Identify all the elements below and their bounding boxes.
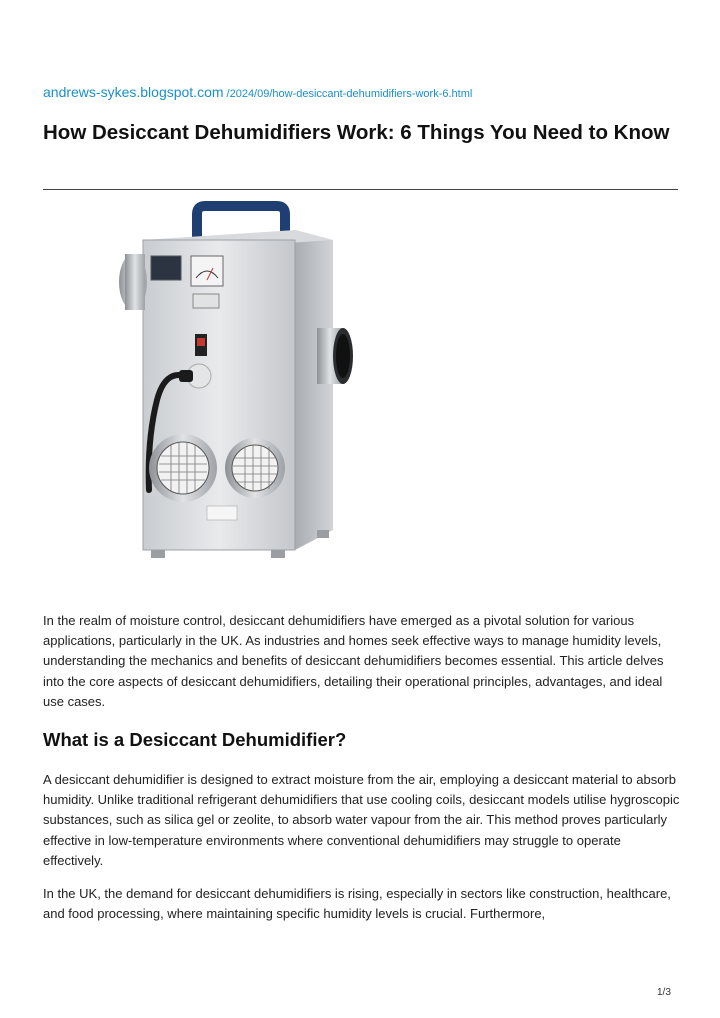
section-heading: What is a Desiccant Dehumidifier? xyxy=(43,729,347,750)
article-title: How Desiccant Dehumidifiers Work: 6 Things You Need to Know xyxy=(43,121,670,144)
source-url[interactable] xyxy=(43,84,472,102)
page-number: 1/3 xyxy=(657,987,671,998)
section-paragraph-1: A desiccant dehumidifier is designed to extract moisture from the air, employing a desiccant material to absorb humidity. Unlike traditional refrigerant dehumidifiers that use cooling coils, desiccant models utilise hygroscopic substances, such as silica gel or zeolite, to absorb water vapour from the air. This method proves particularly effective in low-temperature environments where conventional dehumidifiers may struggle to operate effectively. xyxy=(43,772,680,868)
section-paragraph-2: In the UK, the demand for desiccant dehumidifiers is rising, especially in sectors like construction, healthcare, and food processing, where maintaining specific humidity levels is crucial. Furthermore, xyxy=(43,886,671,922)
url-path[interactable]: /2024/09/how-desiccant-dehumidifiers-work-6.html xyxy=(226,88,473,100)
intro-paragraph: In the realm of moisture control, desiccant dehumidifiers have emerged as a pivotal solution for various applications, particularly in the UK. As industries and homes seek effective ways to manage humidity levels, understanding the mechanics and benefits of desiccant dehumidifiers becomes essential. This article delves into the core aspects of desiccant dehumidifiers, detailing their operational principles, advantages, and ideal use cases. xyxy=(43,613,664,709)
title-divider xyxy=(43,189,678,190)
dehumidifier-product-image xyxy=(95,200,360,570)
url-host[interactable]: andrews-sykes.blogspot.com xyxy=(43,84,224,100)
